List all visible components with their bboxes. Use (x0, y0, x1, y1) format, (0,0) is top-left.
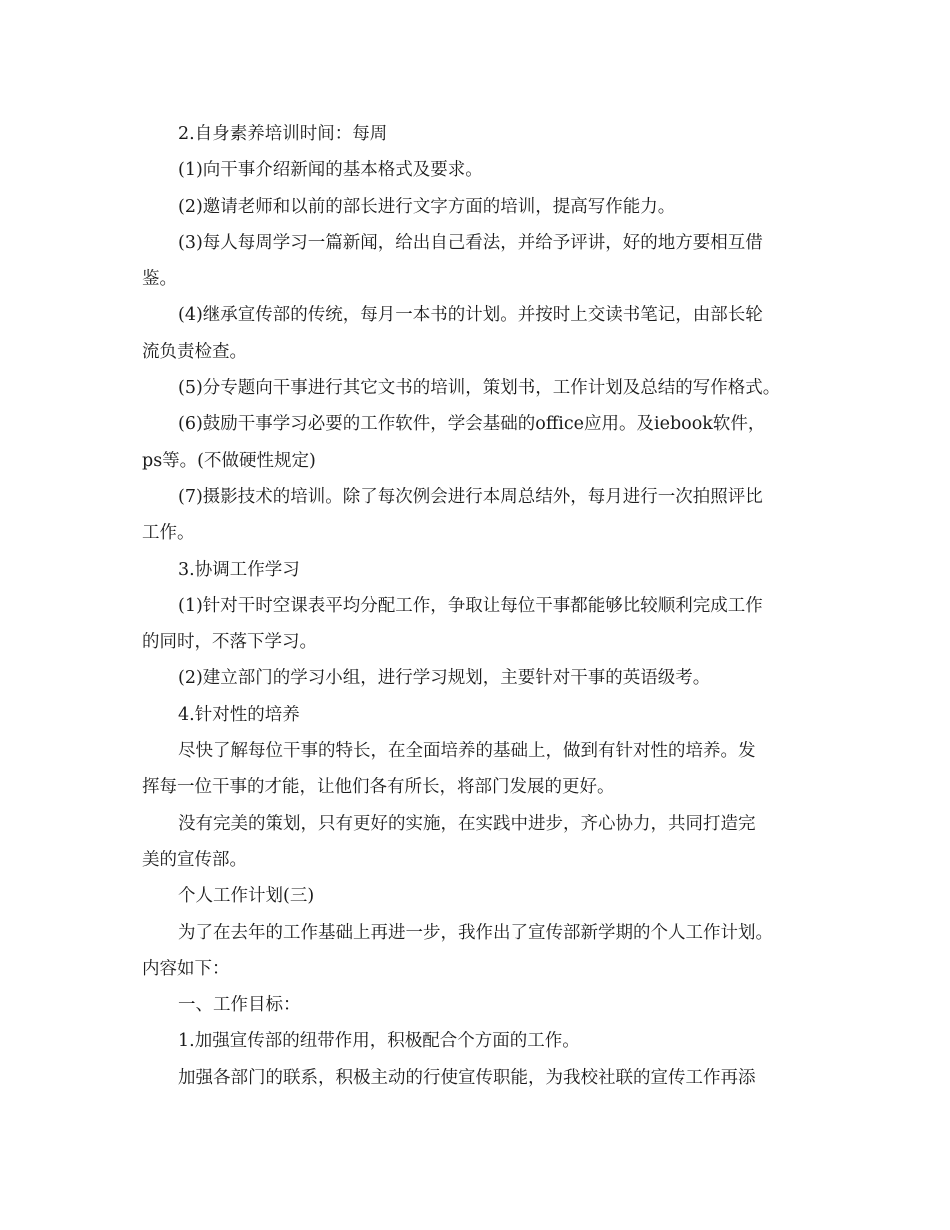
text-line: (3)每人每周学习一篇新闻，给出自己看法，并给予评讲，好的地方要相互借 (178, 232, 763, 253)
text-line: 挥每一位干事的才能，让他们各有所长，将部门发展的更好。 (142, 777, 615, 798)
text-line: ps等。(不做硬性规定) (142, 450, 316, 471)
text-line: (1)针对干时空课表平均分配工作，争取让每位干事都能够比较顺利完成工作 (178, 595, 763, 616)
text-line: 为了在去年的工作基础上再进一步，我作出了宣传部新学期的个人工作计划。 (178, 922, 773, 943)
text-line: 鉴。 (142, 269, 177, 290)
text-line: 4.针对性的培养 (178, 704, 300, 725)
text-line: (4)继承宣传部的传统，每月一本书的计划。并按时上交读书笔记，由部长轮 (178, 305, 763, 326)
text-line: 的同时，不落下学习。 (142, 632, 317, 653)
text-line: 1.加强宣传部的纽带作用，积极配合个方面的工作。 (178, 1031, 580, 1052)
text-line: 没有完美的策划，只有更好的实施，在实践中进步，齐心协力，共同打造完 (178, 813, 756, 834)
text-line: 流负责检查。 (142, 341, 247, 362)
text-line: 2.自身素养培训时间：每周 (178, 124, 388, 144)
text-line: 美的宣传部。 (142, 849, 247, 870)
text-line: (5)分专题向干事进行其它文书的培训，策划书，工作计划及总结的写作格式。 (178, 378, 781, 399)
text-line: 一、工作目标： (178, 995, 301, 1016)
text-line: 个人工作计划(三) (178, 886, 315, 907)
text-line: (1)向干事介绍新闻的基本格式及要求。 (178, 160, 483, 181)
text-line: 工作。 (142, 523, 195, 544)
text-line: 3.协调工作学习 (178, 559, 300, 580)
text-line: 内容如下： (142, 958, 230, 979)
text-line: (2)建立部门的学习小组，进行学习规划，主要针对干事的英语级考。 (178, 668, 711, 689)
text-line: 尽快了解每位干事的特长，在全面培养的基础上，做到有针对性的培养。发 (178, 741, 756, 762)
text-line: (2)邀请老师和以前的部长进行文字方面的培训，提高写作能力。 (178, 196, 676, 217)
text-line: 加强各部门的联系，积极主动的行使宣传职能，为我校社联的宣传工作再添 (178, 1067, 756, 1088)
document-body (142, 116, 812, 1096)
text-line: (6)鼓励干事学习必要的工作软件，学会基础的office应用。及iebook软件， (178, 414, 766, 435)
text-line: (7)摄影技术的培训。除了每次例会进行本周总结外，每月进行一次拍照评比 (178, 486, 763, 507)
